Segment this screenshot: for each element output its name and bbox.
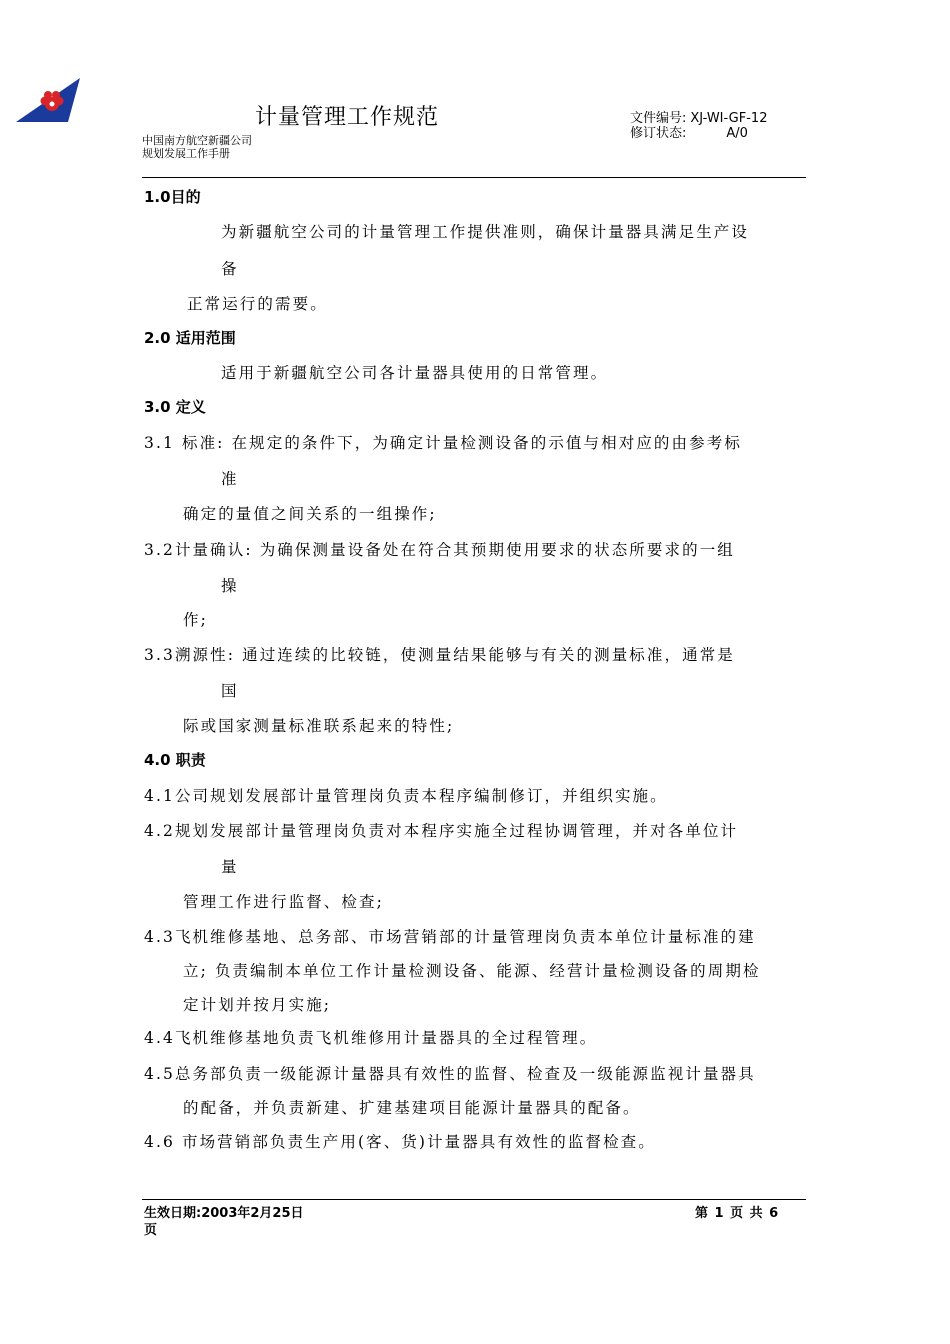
effective-date: 生效日期:2003年2月25日 — [144, 1206, 304, 1221]
def-3-3-line-1: 3.3溯源性: 通过连续的比较链，使测量结果能够与有关的测量标准，通常是 — [144, 646, 735, 664]
document-meta — [630, 111, 767, 141]
section-heading-responsibilities: 4.0 职责 — [144, 751, 206, 769]
manual-name: 规划发展工作手册 — [142, 147, 230, 160]
resp-4-2-line-3: 管理工作进行监督、检查; — [183, 893, 384, 911]
def-3-3-line-3: 际或国家测量标准联系起来的特性; — [183, 717, 455, 735]
doc-number-value: XJ-WI-GF-12 — [690, 111, 768, 126]
organization-block — [142, 134, 252, 160]
section-heading-definitions: 3.0 定义 — [144, 398, 206, 416]
def-3-2-line-1: 3.2计量确认: 为确保测量设备处在符合其预期使用要求的状态所要求的一组 — [144, 541, 735, 559]
resp-4-3-line-2: 立; 负责编制本单位工作计量检测设备、能源、经营计量检测设备的周期检 — [183, 962, 761, 980]
resp-4-5-line-2: 的配备，并负责新建、扩建基建项目能源计量器具的配备。 — [183, 1099, 641, 1117]
scope-line-1: 适用于新疆航空公司各计量器具使用的日常管理。 — [221, 364, 609, 382]
revision-label: 修订状态: — [630, 126, 687, 141]
resp-4-2-line-2: 量 — [221, 858, 239, 876]
header-divider — [142, 177, 806, 178]
section-heading-scope: 2.0 适用范围 — [144, 329, 236, 347]
def-3-1-line-3: 确定的量值之间关系的一组操作; — [183, 505, 437, 523]
document-title: 计量管理工作规范 — [255, 105, 440, 130]
resp-4-3-line-1: 4.3飞机维修基地、总务部、市场营销部的计量管理岗负责本单位计量标准的建 — [144, 928, 756, 946]
revision-value: A/0 — [726, 126, 748, 141]
def-3-3-line-2: 国 — [221, 682, 239, 700]
doc-number-label: 文件编号: — [630, 111, 687, 126]
org-name: 中国南方航空新疆公司 — [142, 134, 252, 147]
page-info: 第 1 页 共 6 — [695, 1206, 779, 1221]
resp-4-4-line-1: 4.4飞机维修基地负责飞机维修用计量器具的全过程管理。 — [144, 1029, 598, 1047]
resp-4-2-line-1: 4.2规划发展部计量管理岗负责对本程序实施全过程协调管理，并对各单位计 — [144, 822, 739, 840]
page-suffix: 页 — [144, 1223, 158, 1238]
def-3-2-line-2: 操 — [221, 577, 239, 595]
footer-divider — [142, 1199, 806, 1200]
def-3-2-line-3: 作; — [183, 611, 208, 629]
resp-4-3-line-3: 定计划并按月实施; — [183, 996, 332, 1014]
purpose-line-1: 为新疆航空公司的计量管理工作提供准则，确保计量器具满足生产设 — [221, 223, 750, 241]
resp-4-5-line-1: 4.5总务部负责一级能源计量器具有效性的监督、检查及一级能源监视计量器具 — [144, 1065, 756, 1083]
kapok-logo-icon — [14, 76, 82, 124]
def-3-1-line-1: 3.1 标准: 在规定的条件下，为确定计量检测设备的示值与相对应的由参考标 — [144, 434, 742, 452]
resp-4-1-line-1: 4.1公司规划发展部计量管理岗负责本程序编制修订，并组织实施。 — [144, 787, 668, 805]
purpose-line-3: 正常运行的需要。 — [187, 295, 328, 313]
resp-4-6-line-1: 4.6 市场营销部负责生产用(客、货)计量器具有效性的监督检查。 — [144, 1133, 656, 1151]
purpose-line-2: 备 — [221, 260, 239, 278]
section-heading-purpose: 1.0目的 — [144, 188, 201, 206]
def-3-1-line-2: 准 — [221, 470, 239, 488]
